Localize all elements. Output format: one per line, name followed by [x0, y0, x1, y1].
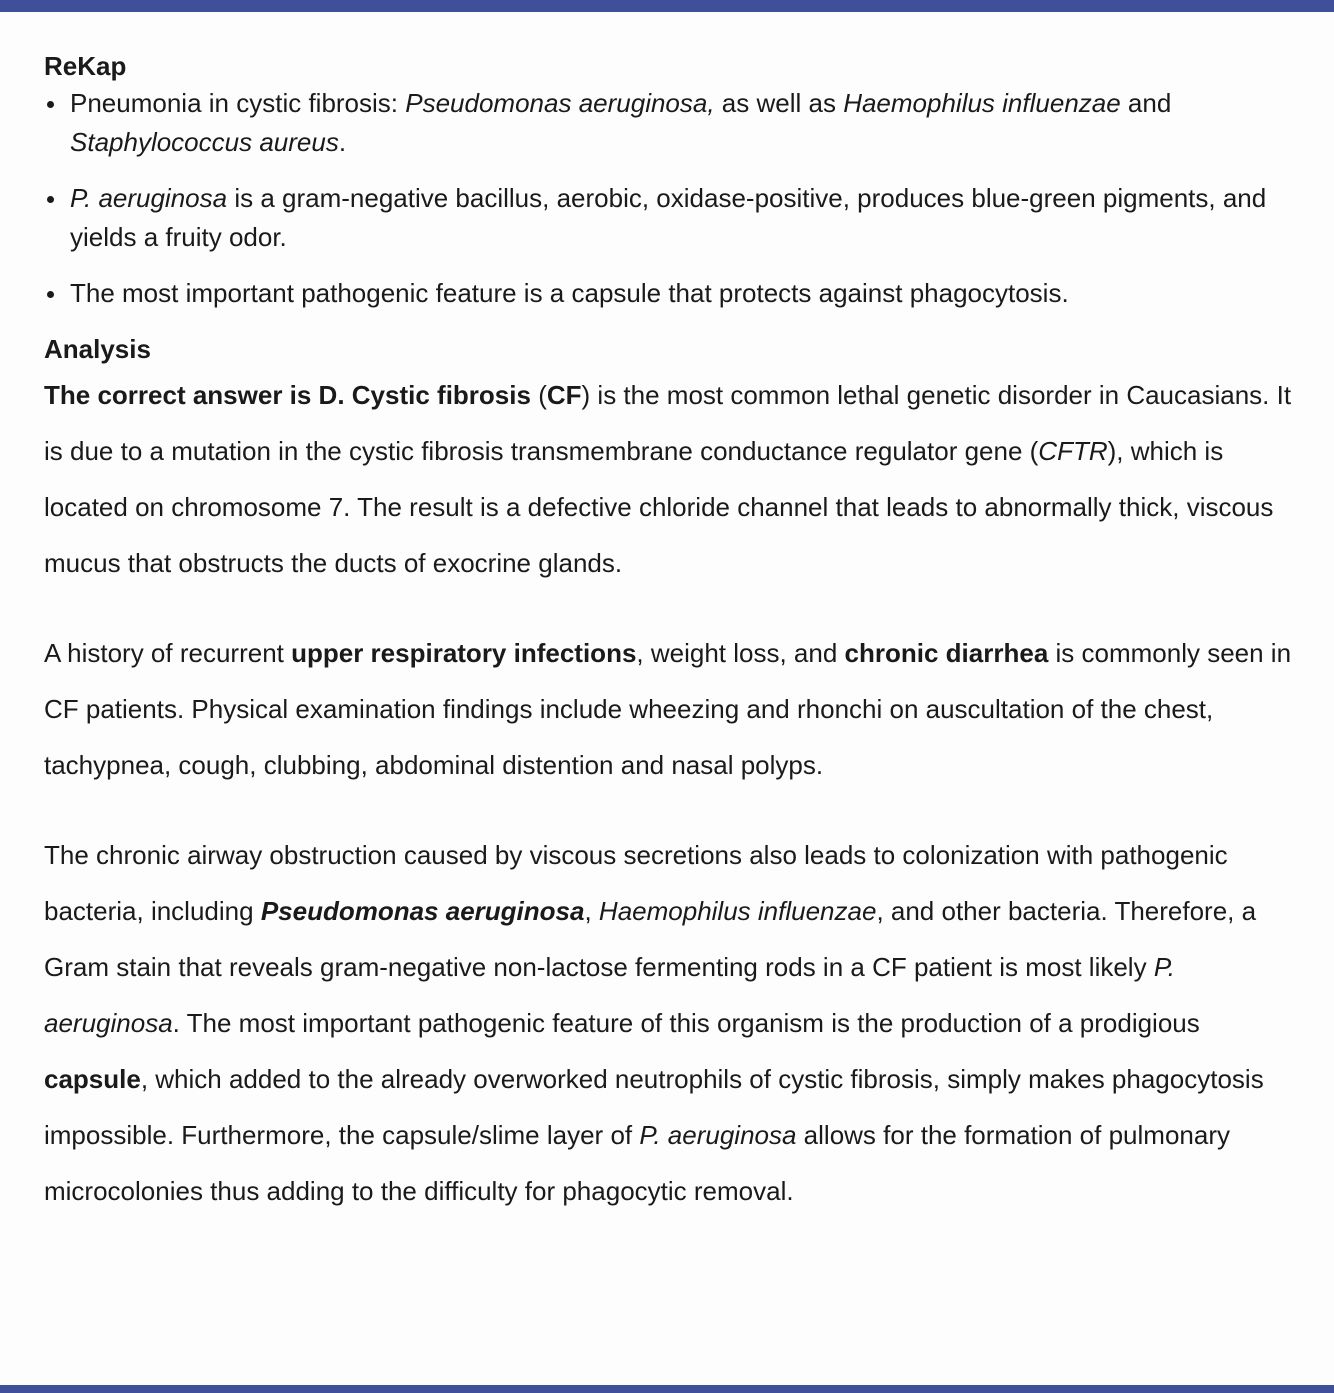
rekap-item-aeruginosa: P. aeruginosa is a gram-negative bacillus, aerobic, oxidase-positive, produces blue-green pigments, and yields a fruity odor.: [44, 179, 1304, 256]
rekap-list: [44, 84, 1304, 313]
top-border-bar: [0, 0, 1334, 12]
bottom-border-bar: [0, 1385, 1334, 1393]
explanation-content: [44, 48, 1304, 1253]
analysis-heading: Analysis: [44, 333, 151, 364]
rekap-heading: ReKap: [44, 51, 127, 81]
rekap-item-pneumonia: Pneumonia in cystic fibrosis: Pseudomonas aeruginosa, as well as Haemophilus influenzae and Staphylococcus aureus.: [44, 84, 1304, 161]
rekap-item-capsule: The most important pathogenic feature is a capsule that protects against phagocytosis.: [44, 274, 1304, 313]
analysis-paragraph-3: The chronic airway obstruction caused by viscous secretions also leads to colonization with pathogenic bacteria, including Pseudomonas aeruginosa, Haemophilus influenzae, and other bacteria. Therefore, a Gram stain that reveals gram-negative non-lactose fermenting rods in a CF patient is most likely P. aeruginosa. The most important pathogenic feature of this organism is the production of a prodigious capsule, which added to the already overworked neutrophils of cystic fibrosis, simply makes phagocytosis impossible. Furthermore, the capsule/slime layer of P. aeruginosa allows for the formation of pulmonary microcolonies thus adding to the difficulty for phagocytic removal.: [44, 839, 1264, 1206]
analysis-paragraph-2: A history of recurrent upper respiratory infections, weight loss, and chronic diarrhea is commonly seen in CF patients. Physical examination findings include wheezing and rhonchi on auscultation of the chest, tachypnea, cough, clubbing, abdominal distention and nasal polyps.: [44, 637, 1292, 780]
analysis-paragraph-1: The correct answer is D. Cystic fibrosis (CF) is the most common lethal genetic disorder in Caucasians. It is due to a mutation in the cystic fibrosis transmembrane conductance regulator gene (CFTR), which is located on chromosome 7. The result is a defective chloride channel that leads to abnormally thick, viscous mucus that obstructs the ducts of exocrine glands.: [44, 379, 1292, 578]
